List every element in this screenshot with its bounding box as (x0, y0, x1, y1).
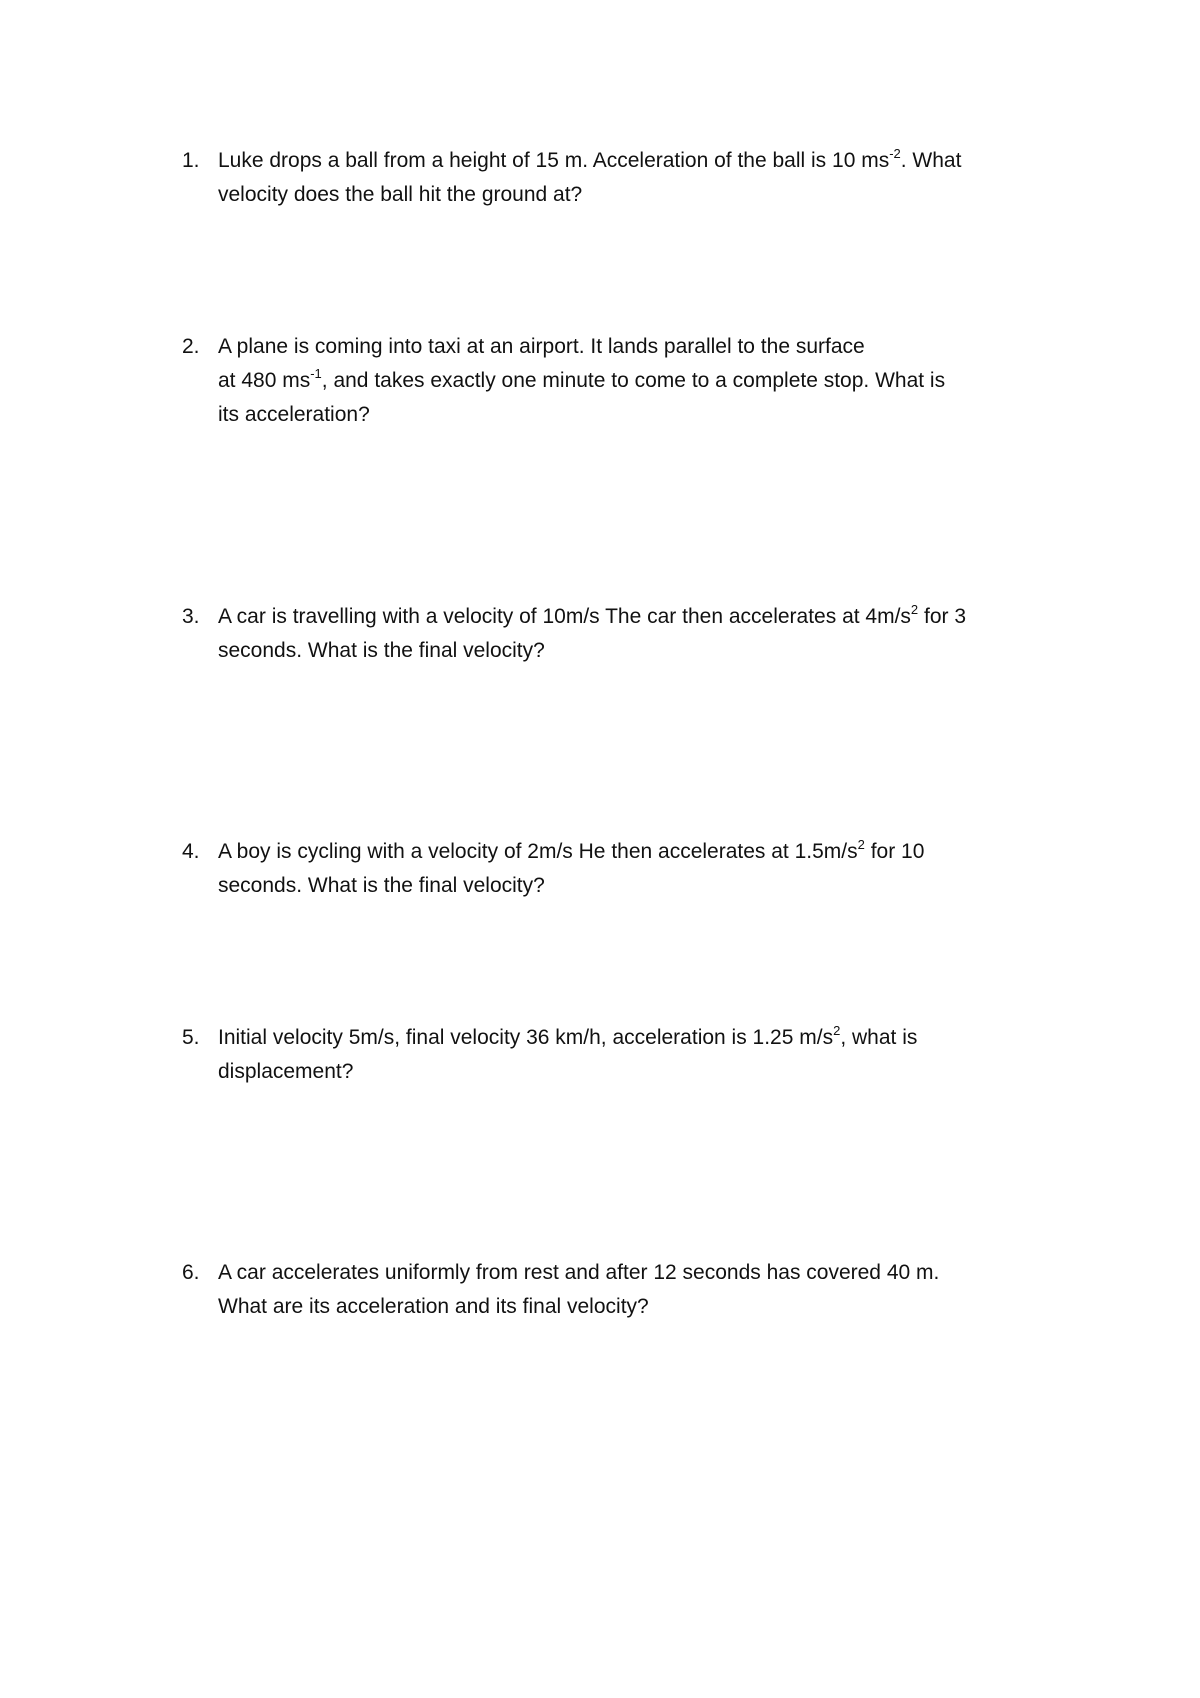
superscript: 2 (910, 602, 919, 617)
question-text (218, 1256, 1062, 1324)
text-run: A boy is cycling with a velocity of 2m/s He then accelerates at 1.5m/s (218, 840, 858, 863)
text-run: at 480 ms (218, 369, 311, 392)
question-line (218, 600, 1062, 634)
text-run: , what is (840, 1026, 918, 1049)
text-run: Initial velocity 5m/s, final velocity 36 km/h, acceleration is 1.25 m/s (218, 1026, 834, 1049)
question-line: A car accelerates uniformly from rest and after 12 seconds has covered 40 m. (218, 1261, 940, 1284)
question-line (218, 1021, 1062, 1055)
question-number: 3. (182, 605, 200, 628)
question-line: What are its acceleration and its final velocity? (218, 1295, 649, 1318)
superscript: 2 (857, 837, 865, 852)
text-run: for 3 (918, 605, 967, 628)
question-line: displacement? (218, 1060, 354, 1083)
question-text (218, 1021, 1062, 1089)
question-line: seconds. What is the final velocity? (218, 639, 545, 662)
question-text (218, 330, 1062, 432)
text-run: A car is travelling with a velocity of 10m/s The car then accelerates at 4m/s (218, 605, 911, 628)
question-text (218, 835, 1062, 903)
text-run: . What (900, 149, 962, 172)
superscript: 2 (833, 1023, 841, 1038)
question-number: 2. (182, 335, 200, 358)
question-line: velocity does the ball hit the ground at? (218, 183, 583, 206)
question-number: 6. (182, 1261, 200, 1284)
question-line (218, 144, 1062, 178)
text-run: Luke drops a ball from a height of 15 m. Acceleration of the ball is 10 ms (218, 149, 890, 172)
question-line: its acceleration? (218, 403, 370, 426)
question-line (218, 364, 1062, 398)
question-line: seconds. What is the final velocity? (218, 874, 545, 897)
question-text (218, 144, 1062, 212)
question-number: 5. (182, 1026, 200, 1049)
text-run: for 10 (864, 840, 925, 863)
superscript: -1 (310, 366, 322, 381)
question-text (218, 600, 1062, 668)
question-line: A plane is coming into taxi at an airport. It lands parallel to the surface (218, 335, 865, 358)
question-number: 1. (182, 149, 200, 172)
text-run: , and takes exactly one minute to come to a complete stop. What is (321, 369, 946, 392)
question-number: 4. (182, 840, 200, 863)
question-line (218, 835, 1062, 869)
superscript: -2 (889, 146, 901, 161)
